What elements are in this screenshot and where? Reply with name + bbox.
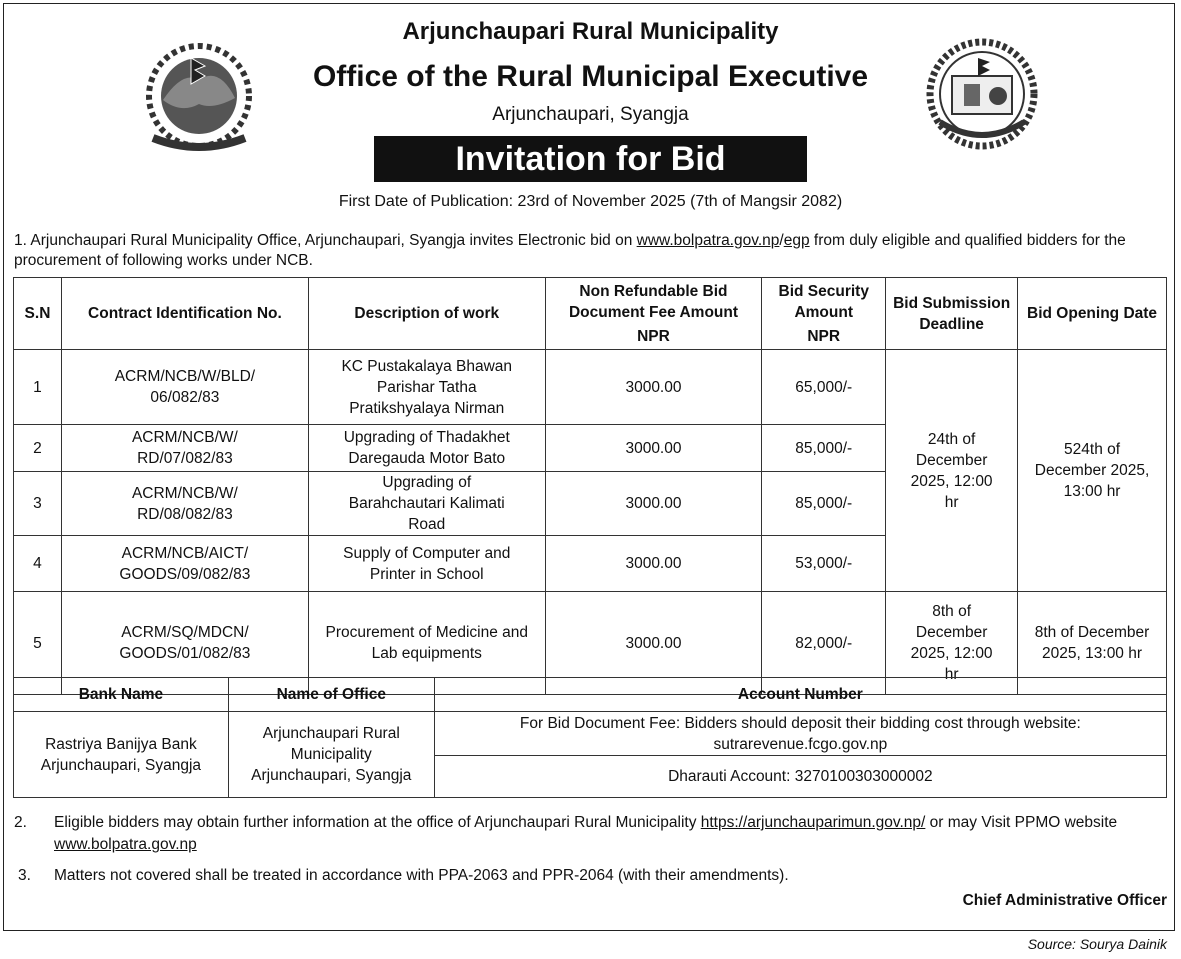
notice-title-banner: Invitation for Bid <box>374 136 807 182</box>
header-deadline: Bid Submission Deadline <box>886 278 1018 350</box>
table-row <box>14 350 1167 425</box>
header-fee-label: Non Refundable Bid Document Fee Amount <box>568 282 739 321</box>
header-bank-name: Bank Name <box>14 678 229 712</box>
group1-deadline: 24th of December 2025, 12:00 hr <box>886 350 1018 592</box>
office-location: Arjunchaupari, Syangja <box>492 104 689 125</box>
header-fee <box>545 278 762 350</box>
row-description: Upgrading of Barahchautari Kalimati Road <box>308 472 545 536</box>
nepal-emblem-logo <box>133 40 265 156</box>
bank-name: Rastriya Banijya Bank Arjunchaupari, Syangja <box>14 712 229 798</box>
row-contract-id: ACRM/NCB/W/ RD/08/082/83 <box>61 472 308 536</box>
dharauti-account: Dharauti Account: 3270100303000002 <box>434 756 1166 798</box>
note-3-number: 3. <box>18 867 31 884</box>
group2-opening: 8th of December 2025, 13:00 hr <box>1018 592 1167 695</box>
intro-text-before: 1. Arjunchaupari Rural Municipality Office, Arjunchaupari, Syangja invites Electronic bid on <box>14 232 637 249</box>
row-fee: 3000.00 <box>545 425 762 472</box>
row-sn: 2 <box>14 425 62 472</box>
signature-title: Chief Administrative Officer <box>962 892 1167 909</box>
row-description: Upgrading of Thadakhet Daregauda Motor Bato <box>308 425 545 472</box>
row-contract-id: ACRM/NCB/W/ RD/07/082/83 <box>61 425 308 472</box>
header-sn: S.N <box>14 278 62 350</box>
note-3-text: Matters not covered shall be treated in accordance with PPA-2063 and PPR-2064 (with their amendments). <box>54 867 789 884</box>
row-contract-id: ACRM/NCB/W/BLD/ 06/082/83 <box>61 350 308 425</box>
bolpatra-link[interactable]: www.bolpatra.gov.np <box>636 232 780 249</box>
row-fee: 3000.00 <box>545 536 762 592</box>
group2-deadline: 8th of December 2025, 12:00 hr <box>886 592 1018 695</box>
row-fee: 3000.00 <box>545 592 762 695</box>
egp-link[interactable]: egp <box>783 232 810 249</box>
header-account-number: Account Number <box>434 678 1166 712</box>
header-description: Description of work <box>308 278 545 350</box>
row-description: Procurement of Medicine and Lab equipments <box>308 592 545 695</box>
source-credit: Source: Sourya Dainik <box>1027 936 1167 952</box>
header-office-name: Name of Office <box>228 678 434 712</box>
note-3 <box>14 865 1164 887</box>
row-sn: 5 <box>14 592 62 695</box>
note-2 <box>14 812 1164 856</box>
intro-text-after: from duly eligible and qualified bidders for the procurement of following works under NCB. <box>14 232 1126 269</box>
header-security-label: Bid Security Amount <box>778 282 869 321</box>
office-name: Office of the Rural Municipal Executive <box>312 60 869 93</box>
intro-slash: / <box>779 232 784 249</box>
note-2-text-mid: or may Visit PPMO website <box>925 814 1118 831</box>
row-security: 53,000/- <box>762 536 886 592</box>
header-security <box>762 278 886 350</box>
header-fee-unit: NPR <box>637 327 670 345</box>
row-security: 85,000/- <box>762 425 886 472</box>
group1-opening: 524th of December 2025, 13:00 hr <box>1018 350 1167 592</box>
publication-date: First Date of Publication: 23rd of November 2025 (7th of Mangsir 2082) <box>338 193 843 210</box>
row-sn: 3 <box>14 472 62 536</box>
municipality-website-link[interactable]: https://arjunchauparimun.gov.np/ <box>700 814 926 831</box>
office-name-cell: Arjunchaupari Rural Municipality Arjunchaupari, Syangja <box>228 712 434 798</box>
note-2-text: Eligible bidders may obtain further information at the office of Arjunchaupari Rural Municipality <box>54 814 701 831</box>
row-security: 65,000/- <box>762 350 886 425</box>
row-sn: 4 <box>14 536 62 592</box>
note-2-number: 2. <box>14 814 27 831</box>
intro-paragraph <box>14 231 1169 271</box>
works-table-header <box>14 278 1167 350</box>
header-contract-id: Contract Identification No. <box>61 278 308 350</box>
row-sn: 1 <box>14 350 62 425</box>
bank-table-header <box>14 678 1167 712</box>
row-security: 82,000/- <box>762 592 886 695</box>
works-table <box>13 277 1167 695</box>
bid-fee-note: For Bid Document Fee: Bidders should deposit their bidding cost through website: sutrarevenue.fcgo.gov.np <box>434 712 1166 756</box>
row-contract-id: ACRM/NCB/AICT/ GOODS/09/082/83 <box>61 536 308 592</box>
row-description: Supply of Computer and Printer in School <box>308 536 545 592</box>
row-fee: 3000.00 <box>545 472 762 536</box>
municipality-logo <box>918 36 1046 154</box>
row-description: KC Pustakalaya Bhawan Parishar Tatha Pratikshyalaya Nirman <box>308 350 545 425</box>
table-row <box>14 712 1167 756</box>
municipality-name: Arjunchaupari Rural Municipality <box>402 18 779 45</box>
header-security-unit: NPR <box>807 327 841 345</box>
row-fee: 3000.00 <box>545 350 762 425</box>
row-contract-id: ACRM/SQ/MDCN/ GOODS/01/082/83 <box>61 592 308 695</box>
header-opening: Bid Opening Date <box>1018 278 1167 350</box>
ppmo-website-link[interactable]: www.bolpatra.gov.np <box>54 836 197 853</box>
bank-table <box>13 677 1167 798</box>
row-security: 85,000/- <box>762 472 886 536</box>
